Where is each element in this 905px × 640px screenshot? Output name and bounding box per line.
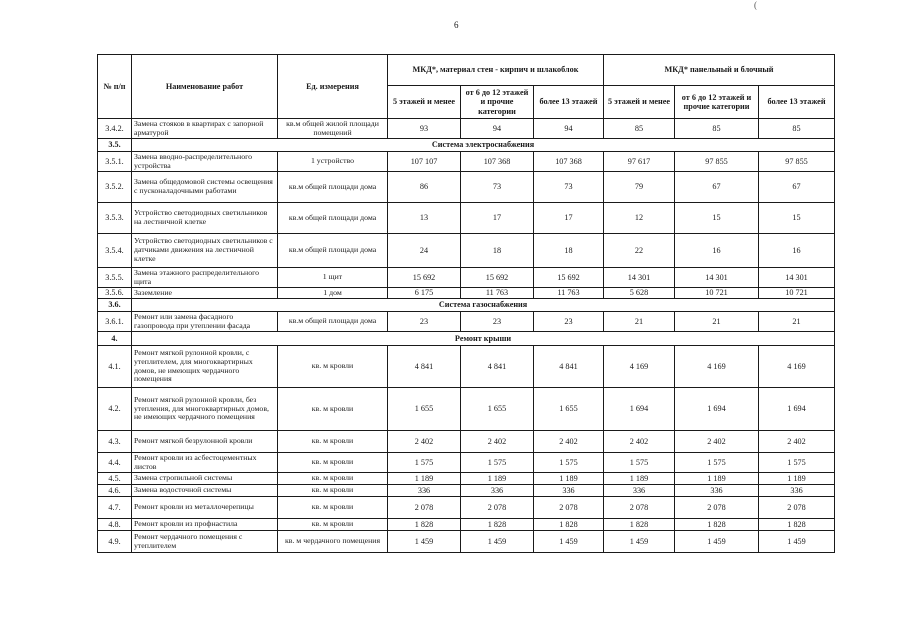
value-cell: 2 402 (759, 431, 835, 453)
value-cell: 1 828 (461, 519, 534, 531)
value-cell: 11 763 (461, 288, 534, 299)
header-unit: Ед. измерения (278, 55, 388, 119)
section-number: 3.6. (98, 299, 132, 312)
table-row (98, 152, 835, 172)
value-cell: 10 721 (759, 288, 835, 299)
value-cell: 336 (461, 485, 534, 497)
value-cell: 21 (759, 312, 835, 332)
table-row (98, 288, 835, 299)
value-cell: 2 402 (388, 431, 461, 453)
subheader: от 6 до 12 этажей и прочие категории (675, 86, 759, 119)
value-cell: 107 368 (461, 152, 534, 172)
work-name: Замена стояков в квартирах с запорной арматурой (132, 119, 278, 139)
value-cell: 97 855 (759, 152, 835, 172)
value-cell: 85 (675, 119, 759, 139)
value-cell: 1 655 (461, 388, 534, 431)
value-cell: 67 (675, 172, 759, 203)
unit-cell: 1 щит (278, 268, 388, 288)
value-cell: 336 (759, 485, 835, 497)
table-row (98, 346, 835, 388)
unit-cell: кв. м кровли (278, 346, 388, 388)
row-number: 4.2. (98, 388, 132, 431)
table-row (98, 519, 835, 531)
value-cell: 1 828 (675, 519, 759, 531)
value-cell: 1 459 (534, 531, 604, 553)
row-number: 4.3. (98, 431, 132, 453)
value-cell: 97 855 (675, 152, 759, 172)
value-cell: 6 175 (388, 288, 461, 299)
value-cell: 12 (604, 203, 675, 234)
value-cell: 23 (388, 312, 461, 332)
row-number: 4.1. (98, 346, 132, 388)
value-cell: 21 (675, 312, 759, 332)
unit-cell: кв. м кровли (278, 431, 388, 453)
value-cell: 1 189 (388, 473, 461, 485)
value-cell: 2 078 (461, 497, 534, 519)
work-name: Ремонт кровли из асбестоцементных листов (132, 453, 278, 473)
subheader: 5 этажей и менее (388, 86, 461, 119)
value-cell: 1 828 (759, 519, 835, 531)
unit-cell: кв. м кровли (278, 453, 388, 473)
value-cell: 1 459 (759, 531, 835, 553)
row-number: 4.4. (98, 453, 132, 473)
value-cell: 1 189 (675, 473, 759, 485)
row-number: 4.9. (98, 531, 132, 553)
unit-cell: кв. м кровли (278, 497, 388, 519)
value-cell: 336 (604, 485, 675, 497)
work-name: Ремонт мягкой рулонной кровли, с утеплителем, для многоквартирных домов, не имеющих чердачного помещения (132, 346, 278, 388)
value-cell: 2 078 (759, 497, 835, 519)
value-cell: 1 575 (604, 453, 675, 473)
section-title: Система электроснабжения (132, 139, 835, 152)
unit-cell: кв. м кровли (278, 473, 388, 485)
header-group-brick: МКД*, материал стен - кирпич и шлакоблок (388, 55, 604, 86)
section-number: 3.5. (98, 139, 132, 152)
value-cell: 14 301 (675, 268, 759, 288)
value-cell: 2 402 (461, 431, 534, 453)
rates-table (97, 54, 835, 553)
header-group-panel: МКД* панельный и блочный (604, 55, 835, 86)
row-number: 4.5. (98, 473, 132, 485)
value-cell: 1 575 (534, 453, 604, 473)
work-name: Замена стропильной системы (132, 473, 278, 485)
value-cell: 1 694 (759, 388, 835, 431)
value-cell: 2 078 (604, 497, 675, 519)
value-cell: 1 575 (759, 453, 835, 473)
value-cell: 1 575 (675, 453, 759, 473)
row-number: 4.8. (98, 519, 132, 531)
section-number: 4. (98, 332, 132, 346)
table-row (98, 388, 835, 431)
value-cell: 18 (461, 234, 534, 268)
value-cell: 23 (461, 312, 534, 332)
value-cell: 73 (534, 172, 604, 203)
work-name: Ремонт или замена фасадного газопровода при утеплении фасада (132, 312, 278, 332)
value-cell: 4 169 (675, 346, 759, 388)
value-cell: 2 402 (534, 431, 604, 453)
work-name: Ремонт чердачного помещения с утеплителем (132, 531, 278, 553)
section-title: Ремонт крыши (132, 332, 835, 346)
work-name: Ремонт мягкой безрулонной кровли (132, 431, 278, 453)
work-name: Заземление (132, 288, 278, 299)
work-name: Замена вводно-распределительного устройства (132, 152, 278, 172)
value-cell: 11 763 (534, 288, 604, 299)
value-cell: 1 694 (675, 388, 759, 431)
section-row (98, 139, 835, 152)
subheader: от 6 до 12 этажей и прочие категории (461, 86, 534, 119)
value-cell: 1 694 (604, 388, 675, 431)
unit-cell: 1 дом (278, 288, 388, 299)
value-cell: 85 (604, 119, 675, 139)
table-row (98, 485, 835, 497)
value-cell: 18 (534, 234, 604, 268)
row-number: 3.5.5. (98, 268, 132, 288)
value-cell: 16 (675, 234, 759, 268)
work-name: Замена этажного распределительного щита (132, 268, 278, 288)
row-number: 3.5.4. (98, 234, 132, 268)
corner-mark: ( (754, 0, 757, 10)
value-cell: 1 189 (604, 473, 675, 485)
table-row (98, 268, 835, 288)
section-row (98, 332, 835, 346)
value-cell: 1 828 (604, 519, 675, 531)
row-number: 3.6.1. (98, 312, 132, 332)
header-num: № п/п (98, 55, 132, 119)
value-cell: 107 107 (388, 152, 461, 172)
value-cell: 15 692 (534, 268, 604, 288)
value-cell: 14 301 (604, 268, 675, 288)
work-name: Замена общедомовой системы освещения с пусконаладочными работами (132, 172, 278, 203)
value-cell: 4 841 (461, 346, 534, 388)
row-number: 3.5.1. (98, 152, 132, 172)
unit-cell: кв.м общей площади дома (278, 203, 388, 234)
value-cell: 336 (388, 485, 461, 497)
value-cell: 86 (388, 172, 461, 203)
value-cell: 2 078 (388, 497, 461, 519)
work-name: Устройство светодиодных светильников с датчиками движения на лестничной клетке (132, 234, 278, 268)
unit-cell: кв.м общей площади дома (278, 312, 388, 332)
value-cell: 67 (759, 172, 835, 203)
value-cell: 1 575 (388, 453, 461, 473)
value-cell: 4 841 (388, 346, 461, 388)
value-cell: 21 (604, 312, 675, 332)
value-cell: 17 (461, 203, 534, 234)
table-row (98, 234, 835, 268)
section-row (98, 299, 835, 312)
row-number: 4.6. (98, 485, 132, 497)
table-row (98, 203, 835, 234)
value-cell: 22 (604, 234, 675, 268)
table-body (98, 119, 835, 553)
table-row (98, 473, 835, 485)
work-name: Замена водосточной системы (132, 485, 278, 497)
unit-cell: кв. м кровли (278, 519, 388, 531)
table-row (98, 431, 835, 453)
value-cell: 15 (675, 203, 759, 234)
table-row (98, 312, 835, 332)
value-cell: 1 655 (388, 388, 461, 431)
unit-cell: 1 устройство (278, 152, 388, 172)
value-cell: 79 (604, 172, 675, 203)
value-cell: 24 (388, 234, 461, 268)
value-cell: 94 (534, 119, 604, 139)
row-number: 3.5.2. (98, 172, 132, 203)
value-cell: 1 189 (534, 473, 604, 485)
value-cell: 4 169 (604, 346, 675, 388)
subheader: более 13 этажей (534, 86, 604, 119)
value-cell: 1 459 (388, 531, 461, 553)
value-cell: 15 (759, 203, 835, 234)
subheader: 5 этажей и менее (604, 86, 675, 119)
section-title: Система газоснабжения (132, 299, 835, 312)
value-cell: 73 (461, 172, 534, 203)
unit-cell: кв. м кровли (278, 388, 388, 431)
value-cell: 13 (388, 203, 461, 234)
value-cell: 10 721 (675, 288, 759, 299)
unit-cell: кв. м чердачного помещения (278, 531, 388, 553)
row-number: 4.7. (98, 497, 132, 519)
value-cell: 2 402 (675, 431, 759, 453)
row-number: 3.5.3. (98, 203, 132, 234)
work-name: Ремонт мягкой рулонной кровли, без утепления, для многоквартирных домов, не имеющих чердачного помещения (132, 388, 278, 431)
value-cell: 336 (534, 485, 604, 497)
value-cell: 94 (461, 119, 534, 139)
table-row (98, 531, 835, 553)
header-name: Наименование работ (132, 55, 278, 119)
value-cell: 5 628 (604, 288, 675, 299)
value-cell: 1 655 (534, 388, 604, 431)
value-cell: 23 (534, 312, 604, 332)
value-cell: 1 189 (461, 473, 534, 485)
value-cell: 1 459 (461, 531, 534, 553)
unit-cell: кв.м общей площади дома (278, 234, 388, 268)
value-cell: 4 841 (534, 346, 604, 388)
value-cell: 16 (759, 234, 835, 268)
row-number: 3.4.2. (98, 119, 132, 139)
row-number: 3.5.6. (98, 288, 132, 299)
value-cell: 1 459 (675, 531, 759, 553)
work-name: Устройство светодиодных светильников на лестничной клетке (132, 203, 278, 234)
value-cell: 1 575 (461, 453, 534, 473)
header-row-1 (98, 55, 835, 86)
value-cell: 15 692 (461, 268, 534, 288)
value-cell: 2 402 (604, 431, 675, 453)
value-cell: 97 617 (604, 152, 675, 172)
value-cell: 17 (534, 203, 604, 234)
table-row (98, 172, 835, 203)
value-cell: 15 692 (388, 268, 461, 288)
value-cell: 107 368 (534, 152, 604, 172)
table-row (98, 119, 835, 139)
value-cell: 4 169 (759, 346, 835, 388)
value-cell: 93 (388, 119, 461, 139)
page-number: 6 (454, 20, 459, 30)
value-cell: 14 301 (759, 268, 835, 288)
value-cell: 1 189 (759, 473, 835, 485)
value-cell: 1 828 (388, 519, 461, 531)
value-cell: 1 828 (534, 519, 604, 531)
value-cell: 336 (675, 485, 759, 497)
value-cell: 85 (759, 119, 835, 139)
unit-cell: кв. м кровли (278, 485, 388, 497)
table-row (98, 453, 835, 473)
value-cell: 2 078 (675, 497, 759, 519)
value-cell: 2 078 (534, 497, 604, 519)
unit-cell: кв.м общей площади дома (278, 172, 388, 203)
value-cell: 1 459 (604, 531, 675, 553)
work-name: Ремонт кровли из металлочерепицы (132, 497, 278, 519)
unit-cell: кв.м общей жилой площади помещений (278, 119, 388, 139)
table-row (98, 497, 835, 519)
work-name: Ремонт кровли из профнастила (132, 519, 278, 531)
subheader: более 13 этажей (759, 86, 835, 119)
